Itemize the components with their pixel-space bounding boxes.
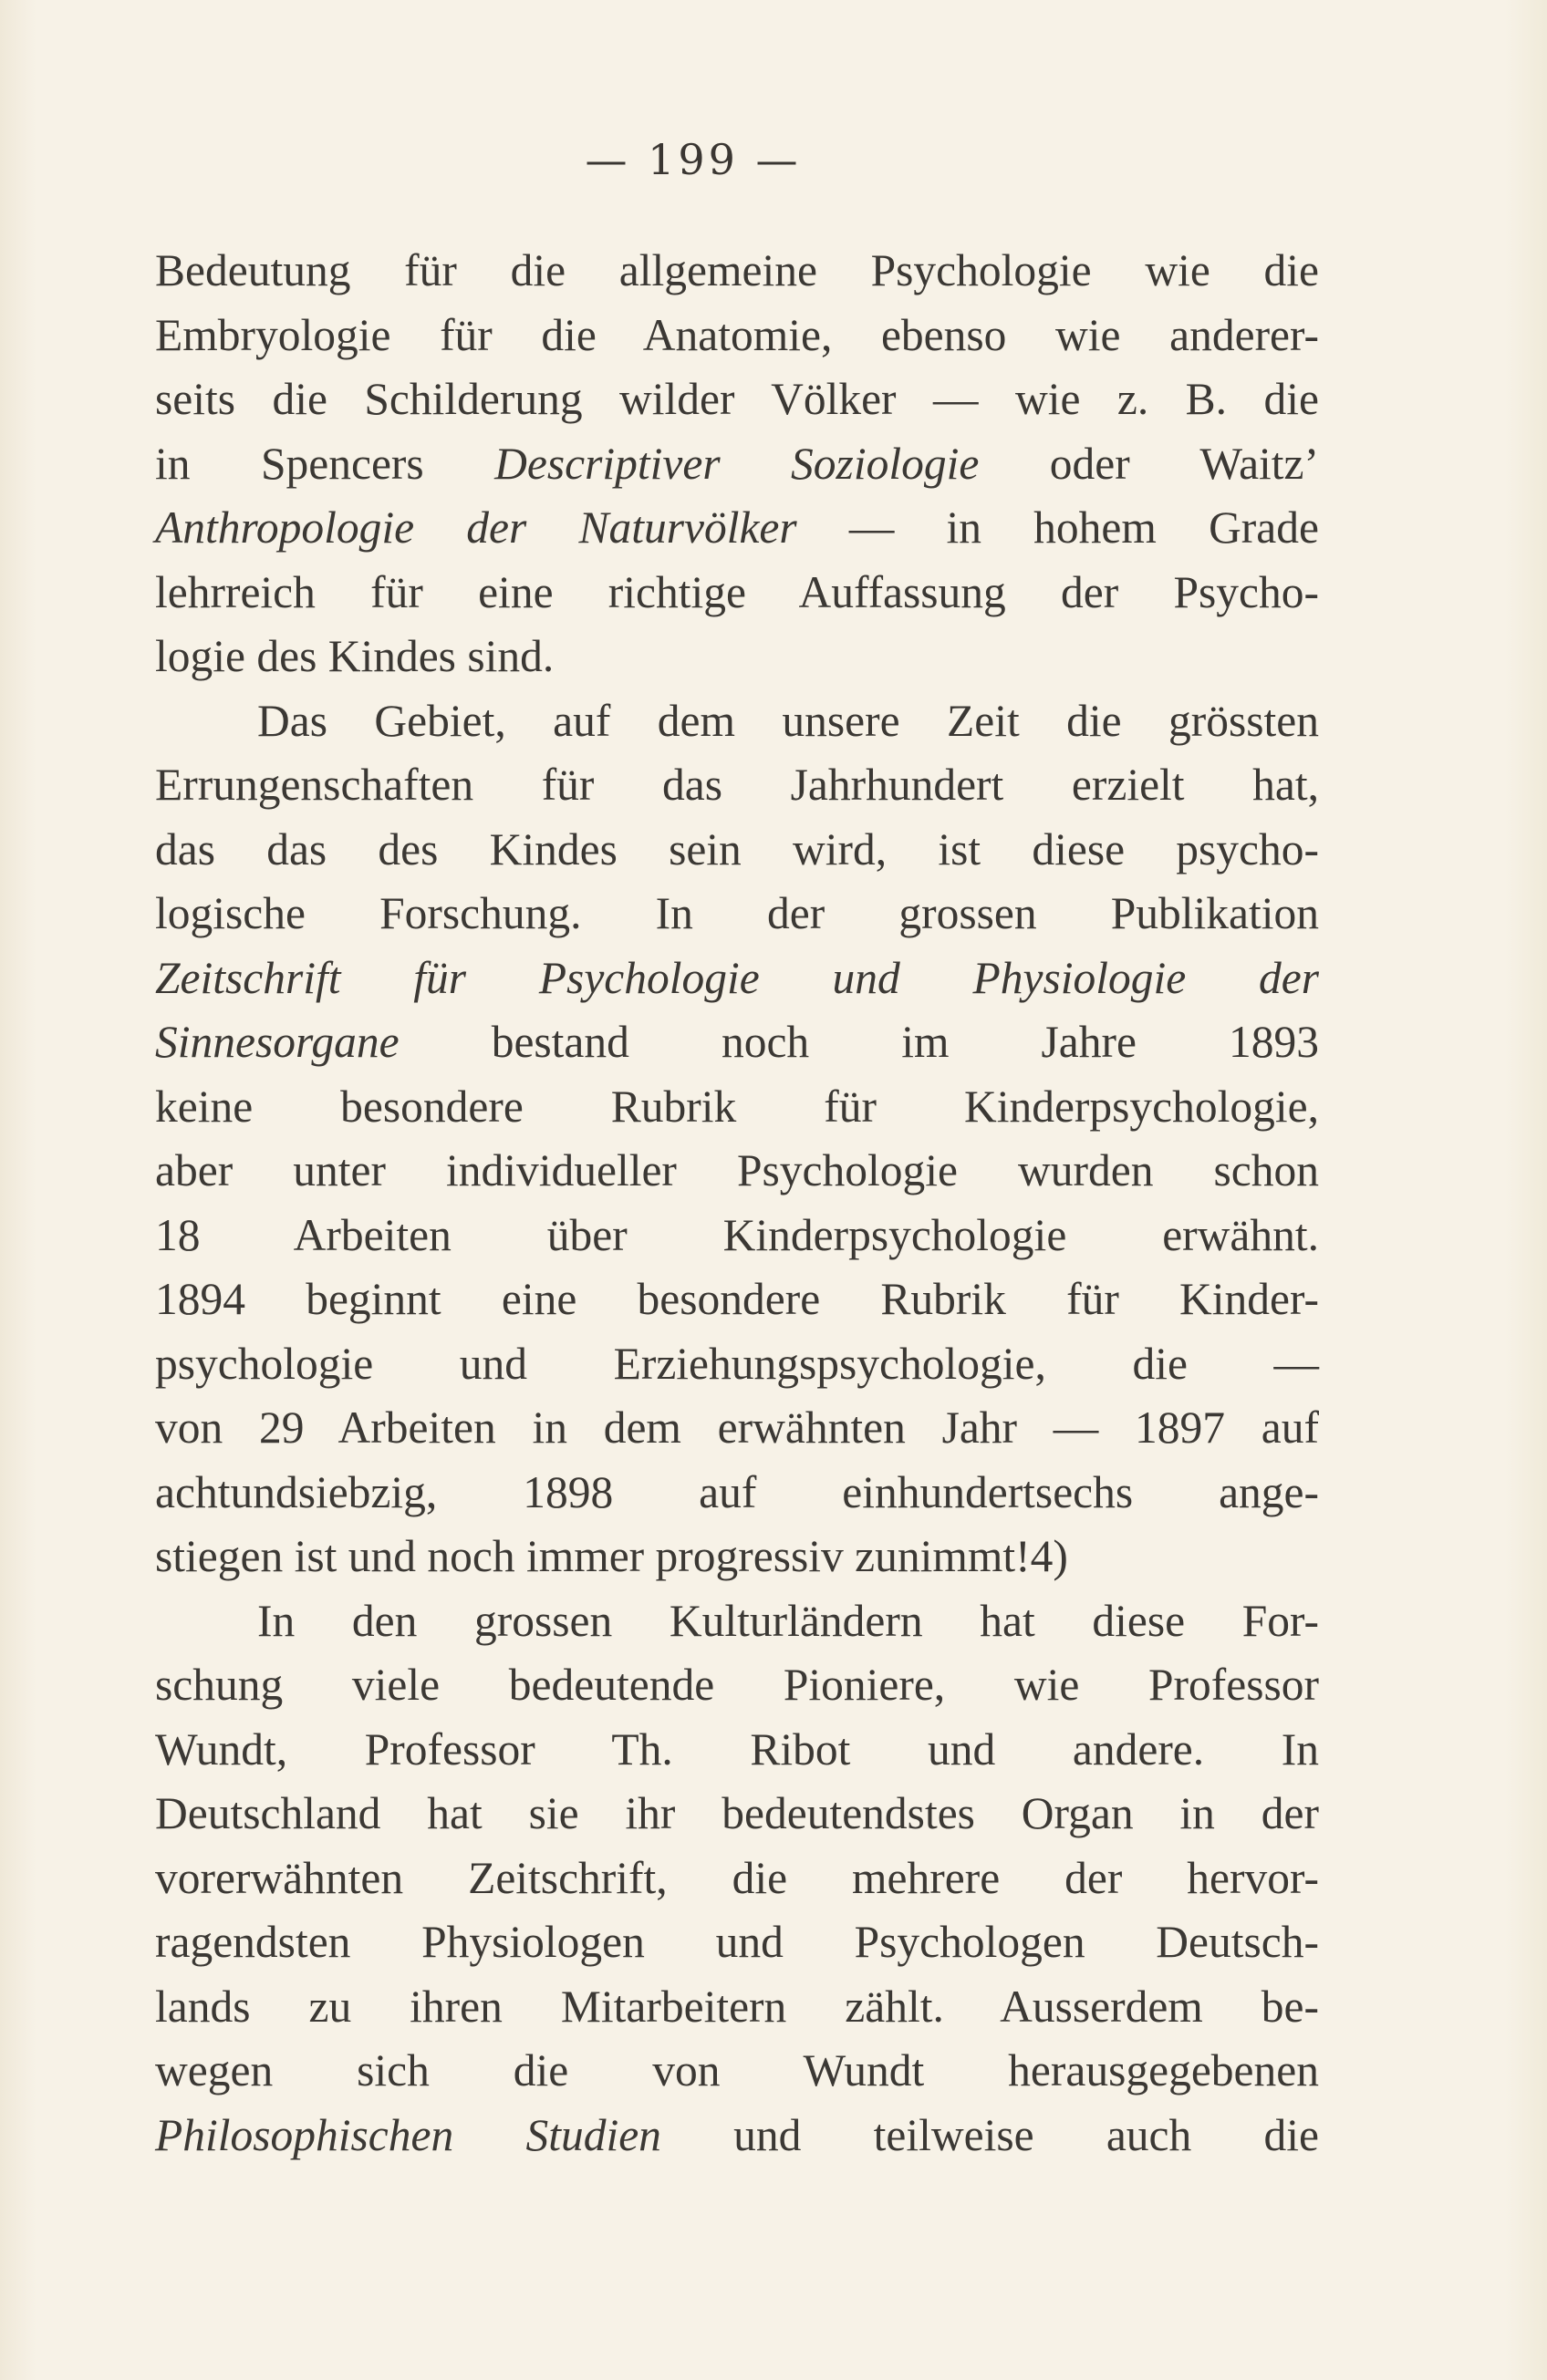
text-span: logie des Kindes sind.	[155, 631, 555, 681]
italic-title: Anthropologie der Naturvölker	[155, 502, 797, 553]
text-line	[155, 947, 1319, 1011]
text-line	[155, 1525, 1319, 1589]
text-line	[155, 2039, 1319, 2104]
text-line	[155, 882, 1319, 947]
text-line	[155, 1139, 1319, 1204]
text-span: 18 Arbeiten über Kinderpsychologie erwähnt.	[155, 1209, 1319, 1260]
text-span: seits die Schilderung wilder Völker — wie z. B. die	[155, 374, 1319, 424]
text-line	[155, 818, 1319, 883]
italic-title: Philosophischen Studien	[155, 2109, 661, 2160]
text-line	[155, 432, 1319, 497]
text-span: wegen sich die von Wundt herausgegebenen	[155, 2045, 1319, 2095]
body-text	[155, 239, 1319, 2168]
italic-title: Sinnesorgane	[155, 1017, 400, 1067]
text-span: vorerwähnten Zeitschrift, die mehrere der hervor-	[155, 1852, 1319, 1903]
text-span: In den grossen Kulturländern hat diese For-	[257, 1595, 1319, 1646]
text-line	[155, 1461, 1319, 1526]
text-span: 1894 beginnt eine besondere Rubrik für Kinder-	[155, 1274, 1319, 1324]
text-line	[155, 304, 1319, 368]
italic-title: Zeitschrift für Psychologie und Physiologie der	[155, 952, 1319, 1003]
text-line	[155, 1975, 1319, 2040]
text-line	[155, 1782, 1319, 1847]
text-span: lands zu ihren Mitarbeitern zählt. Ausserdem be-	[155, 1981, 1319, 2032]
text-line	[155, 1075, 1319, 1140]
text-line	[155, 2104, 1319, 2168]
text-span: lehrreich für eine richtige Auffassung der Psycho-	[155, 566, 1319, 617]
italic-title: Descriptiver Soziologie	[494, 438, 980, 489]
text-span: von 29 Arbeiten in dem erwähnten Jahr — 1897 auf	[155, 1402, 1319, 1453]
text-span: ragendsten Physiologen und Psychologen Deutsch-	[155, 1917, 1319, 1967]
text-span: in Spencers	[155, 438, 495, 489]
text-line	[155, 561, 1319, 626]
text-line	[155, 1268, 1319, 1332]
text-span: bestand noch im Jahre 1893	[399, 1017, 1319, 1067]
text-span: logische Forschung. In der grossen Publikation	[155, 888, 1319, 938]
text-span: Deutschland hat sie ihr bedeutendstes Organ in der	[155, 1788, 1319, 1838]
text-line	[155, 625, 1319, 689]
text-span: Embryologie für die Anatomie, ebenso wie anderer-	[155, 309, 1319, 360]
text-span: und teilweise auch die	[660, 2109, 1319, 2160]
text-line	[155, 1396, 1319, 1461]
text-line	[155, 1910, 1319, 1975]
text-span: psychologie und Erziehungspsychologie, die —	[155, 1338, 1319, 1389]
text-span: Errungenschaften für das Jahrhundert erzielt hat,	[155, 760, 1319, 810]
text-span: Bedeutung für die allgemeine Psychologie wie die	[155, 245, 1319, 295]
text-line	[155, 1653, 1319, 1718]
text-line	[155, 753, 1319, 818]
text-span: keine besondere Rubrik für Kinderpsychologie,	[155, 1081, 1319, 1132]
text-span: Das Gebiet, auf dem unsere Zeit die grössten	[257, 695, 1319, 746]
text-span: das das des Kindes sein wird, ist diese psycho-	[155, 823, 1319, 874]
text-span: aber unter individueller Psychologie wurden schon	[155, 1145, 1319, 1195]
text-line	[155, 1718, 1319, 1783]
footnote-marker: 4)	[1030, 1531, 1068, 1581]
page-number: — 199 —	[585, 135, 802, 184]
text-line	[155, 1010, 1319, 1075]
text-line	[155, 1847, 1319, 1911]
text-span: schung viele bedeutende Pioniere, wie Professor	[155, 1660, 1319, 1710]
text-span: — in hohem Grade	[796, 502, 1319, 553]
text-line	[155, 496, 1319, 561]
text-line	[155, 1332, 1319, 1397]
text-line	[155, 1204, 1319, 1268]
text-line	[155, 689, 1319, 754]
text-span: Wundt, Professor Th. Ribot und andere. In	[155, 1723, 1319, 1775]
text-span: achtundsiebzig, 1898 auf einhundertsechs ange-	[155, 1466, 1319, 1517]
text-line	[155, 1589, 1319, 1654]
text-line	[155, 367, 1319, 432]
text-span: oder Waitz’	[979, 438, 1320, 489]
text-span: stiegen ist und noch immer progressiv zunimmt!	[155, 1531, 1031, 1581]
text-line	[155, 239, 1319, 304]
